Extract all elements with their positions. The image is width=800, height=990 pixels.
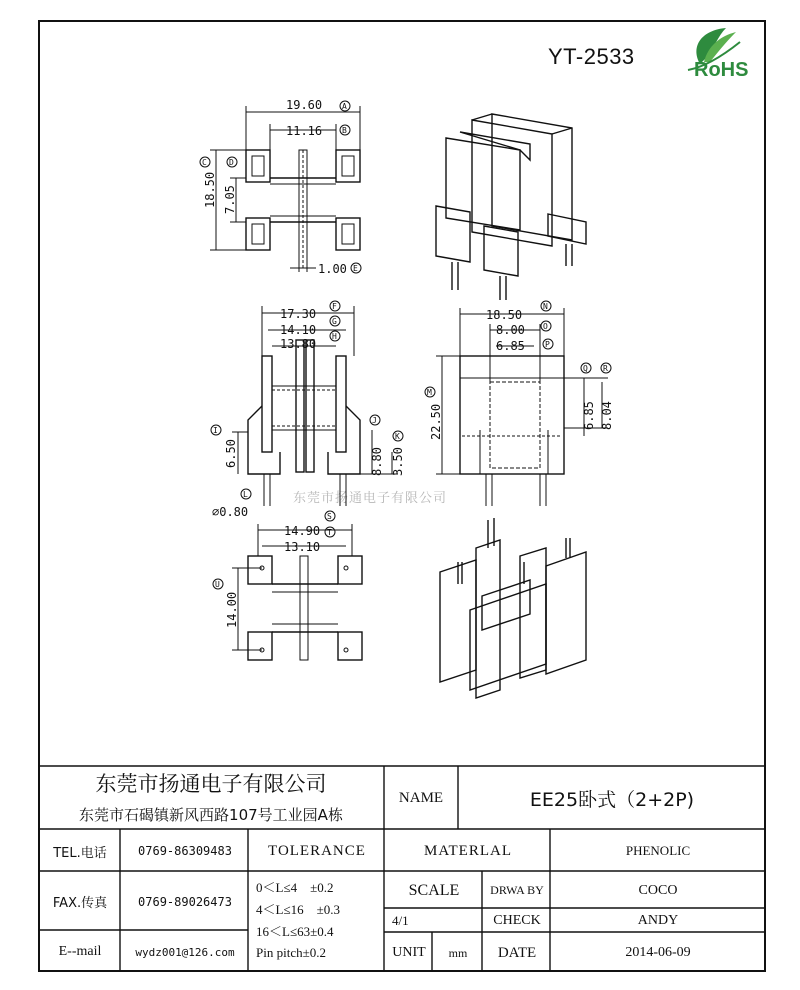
tolerance-line-2: 4＜L≤16 ±0.3	[256, 902, 340, 917]
marker-D: D	[229, 158, 234, 167]
marker-A: A	[342, 102, 347, 111]
dim-F-value: 17.30	[280, 307, 317, 321]
dim-I-value: 6.50	[224, 439, 238, 468]
marker-C: C	[202, 158, 207, 167]
company-address: 东莞市石碣镇新风西路107号工业园A栋	[79, 805, 343, 824]
date-value: 2014-06-09	[625, 945, 691, 960]
scale-label: SCALE	[408, 881, 460, 899]
dim-S-value: 14.90	[284, 524, 321, 538]
dim-N-value: 18.50	[486, 308, 523, 322]
marker-P: P	[545, 340, 550, 349]
marker-Q: Q	[583, 364, 588, 373]
name-value: EE25卧式（2+2P)	[529, 788, 695, 811]
svg-text:RoHS: RoHS	[694, 59, 749, 80]
dim-T-value: 13.10	[284, 540, 321, 554]
marker-F: F	[332, 302, 337, 311]
tolerance-line-1: 0＜L≤4 ±0.2	[256, 880, 334, 895]
tel-label: TEL.电话	[53, 845, 107, 861]
marker-U: U	[215, 580, 220, 589]
marker-G: G	[332, 317, 337, 326]
tel-value: 0769-86309483	[138, 844, 232, 858]
isometric-view-1	[436, 114, 586, 300]
marker-N: N	[543, 302, 548, 311]
pin-diameter-value: ⌀0.80	[212, 505, 249, 519]
marker-J: J	[372, 416, 377, 425]
part-number: YT-2533	[548, 44, 635, 69]
dim-G-value: 14.10	[280, 323, 317, 337]
marker-K: K	[395, 432, 400, 441]
drawn-by-value: COCO	[638, 882, 678, 898]
marker-E: E	[353, 264, 358, 273]
company-name: 东莞市扬通电子有限公司	[95, 772, 327, 796]
dim-B-value: 11.16	[286, 124, 323, 138]
check-value: ANDY	[637, 913, 679, 928]
marker-I: I	[213, 426, 218, 435]
isometric-view-2	[440, 518, 586, 698]
marker-M: M	[427, 388, 432, 397]
material-label: MATERLAL	[424, 842, 512, 859]
dim-J-value: 8.80	[370, 447, 384, 476]
dim-K-value: 3.50	[391, 447, 405, 476]
marker-B: B	[342, 126, 347, 135]
watermark-text: 东莞市扬通电子有限公司	[293, 491, 448, 506]
tolerance-line-4: Pin pitch±0.2	[256, 944, 326, 960]
dim-C-value: 18.50	[203, 171, 217, 208]
check-label: CHECK	[493, 913, 541, 928]
dim-D-value: 7.05	[223, 185, 237, 214]
dim-R-value: 8.04	[600, 401, 614, 430]
marker-L: L	[243, 490, 248, 499]
marker-R: R	[603, 364, 608, 373]
tolerance-line-3: 16＜L≤63±0.4	[256, 924, 334, 939]
scale-value: 4/1	[392, 913, 409, 928]
dim-E-value: 1.00	[318, 262, 347, 276]
email-value: wydz001@126.com	[135, 945, 235, 959]
email-label: E--mail	[58, 944, 102, 959]
dim-M-value: 22.50	[429, 403, 443, 440]
date-label: DATE	[497, 944, 537, 961]
drawn-by-label: DRWA BY	[490, 883, 544, 897]
dim-H-value: 13.80	[280, 337, 317, 351]
marker-T: T	[327, 528, 332, 537]
unit-label: UNIT	[392, 945, 426, 960]
unit-value: mm	[448, 945, 468, 960]
material-value: PHENOLIC	[625, 843, 691, 858]
tolerance-label: TOLERANCE	[268, 842, 366, 859]
fax-label: FAX.传真	[52, 896, 108, 911]
dim-P-value: 6.85	[496, 339, 525, 353]
fax-value: 0769-89026473	[138, 894, 232, 909]
marker-S: S	[327, 512, 332, 521]
dim-O-value: 8.00	[496, 323, 525, 337]
dim-A-value: 19.60	[286, 98, 323, 112]
name-label: NAME	[398, 789, 444, 806]
dim-Q-value: 6.85	[582, 401, 596, 430]
dim-U-value: 14.00	[225, 591, 239, 628]
marker-O: O	[543, 322, 548, 331]
marker-H: H	[332, 332, 337, 341]
